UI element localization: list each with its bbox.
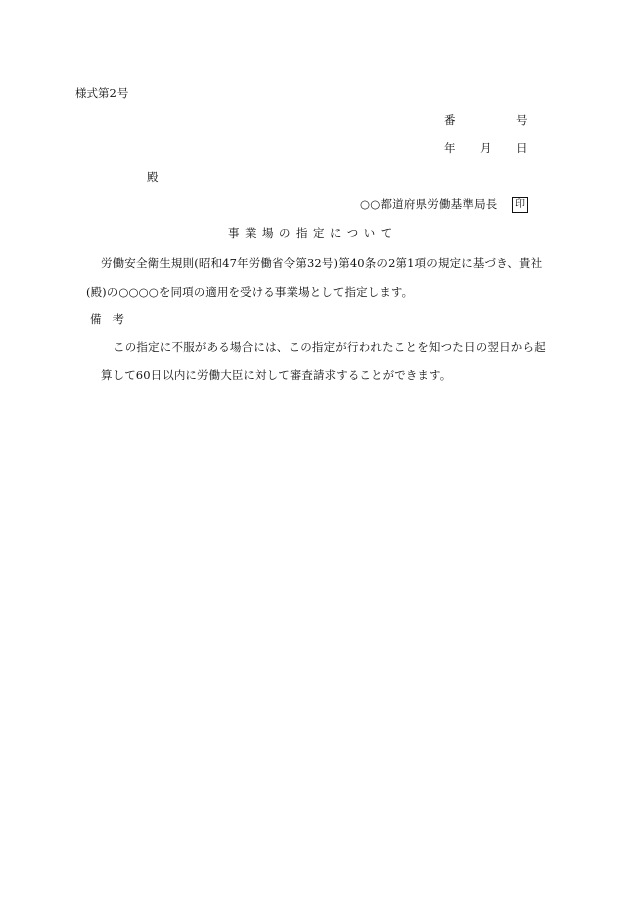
number-suffix: 号	[516, 113, 528, 127]
body-line-2: (殿)の○○○○を同項の適用を受ける事業場として指定します。	[86, 285, 414, 299]
remarks-line-1: この指定に不服がある場合には、この指定が行われたことを知つた日の翌日から起	[113, 340, 546, 354]
addressee-suffix: 殿	[147, 170, 159, 184]
seal-mark: 印	[512, 197, 528, 213]
body-line-1: 労働安全衛生規則(昭和47年労働省令第32号)第40条の2第1項の規定に基づき、貴社	[101, 256, 543, 270]
year-label: 年	[444, 141, 456, 155]
month-label: 月	[480, 141, 492, 155]
number-label: 番	[444, 113, 456, 127]
form-number: 様式第2号	[75, 86, 129, 100]
issuer-name: ○○都道府県労働基準局長	[360, 197, 498, 211]
document-title: 事業場の指定について	[228, 226, 398, 240]
day-label: 日	[516, 141, 528, 155]
remarks-line-2: 算して60日以内に労働大臣に対して審査請求することができます。	[101, 368, 452, 382]
remarks-label: 備考	[90, 312, 135, 326]
